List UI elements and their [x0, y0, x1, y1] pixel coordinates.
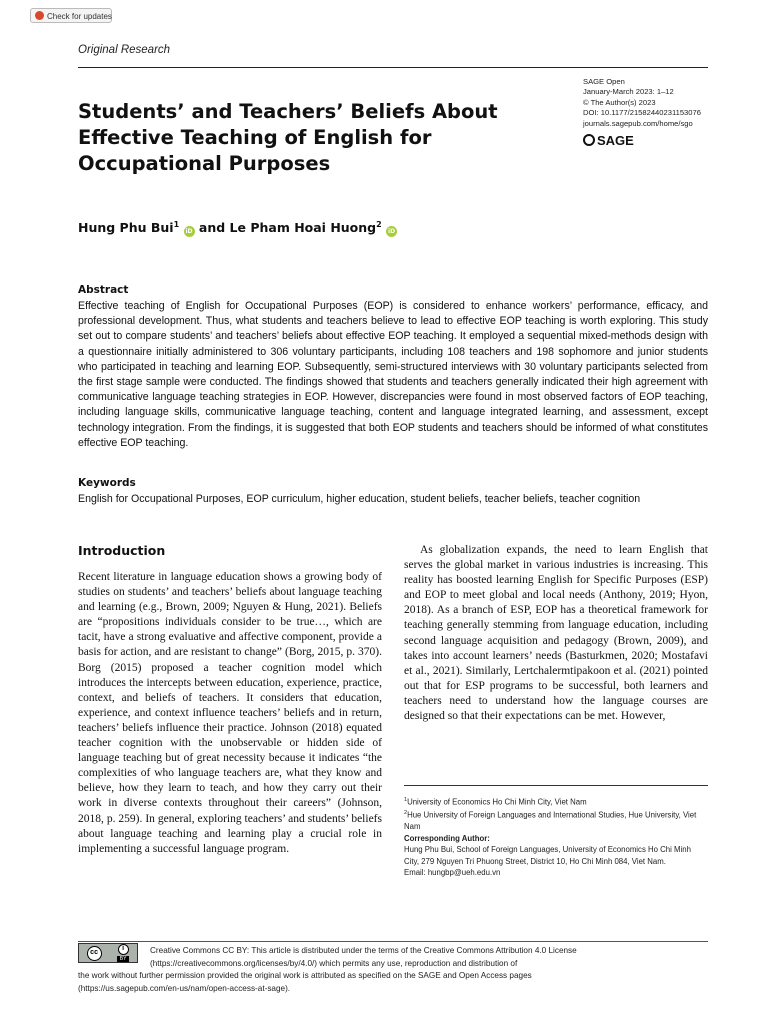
license-text: [78, 945, 708, 995]
footnote-divider: [404, 785, 708, 786]
body-column-right: [404, 543, 708, 724]
body-column-left: [78, 570, 382, 857]
abstract-heading: Abstract: [78, 284, 129, 296]
sage-logo-text: SAGE: [597, 133, 634, 148]
body-paragraph: As globalization expands, the need to learn English that serves the global market in various industries is increasing. This reality has boosted learning English for Specific Purposes (ESP) and EOP to meet global and local needs (Anthony, 2019; Hyon, 2018). As a branch of ESP, EOP has a theoretical framework for teaching generally stemming from language education, including second language acquisition and pedagogy (Brown, 2009), and takes into account learners’ needs (Basturkmen, 2020; Mostafavi et al., 2021). Similarly, Lertchalermtipakoon et al. (2021) pointed out that for ESP programs to be successful, both learners and teachers need to understand how the language courses are designed so that their expectations can be met. However,: [404, 544, 708, 723]
by-label: BY: [117, 956, 130, 962]
author-connector: and: [194, 220, 230, 236]
license-line: the work without further permission provided the original work is attributed as specified on the SAGE and Open Access pages: [78, 971, 532, 980]
keywords-text: English for Occupational Purposes, EOP curriculum, higher education, student beliefs, teacher beliefs, teacher cognition: [78, 493, 641, 505]
title-line: Students’ and Teachers’ Beliefs About: [78, 100, 498, 123]
orcid-icon[interactable]: iD: [388, 228, 396, 236]
corresponding-author-address: Hung Phu Bui, School of Foreign Languages, University of Economics Ho Chi Minh City, 279 Nguyen Tri Phuong Street, District 10, Ho Chi Minh 084, Viet Nam.: [404, 845, 691, 866]
crossmark-icon: [35, 11, 44, 20]
affiliation-marker: 1: [173, 220, 180, 229]
check-for-updates-label: Check for updates: [47, 12, 112, 21]
author-name[interactable]: Le Pham Hoai Huong: [229, 220, 377, 236]
corresponding-author-email[interactable]: Email: hungbp@ueh.edu.vn: [404, 868, 501, 878]
sage-logo-icon: [583, 134, 595, 146]
affiliation-2: $^2$Hue University of Foreign Languages and International Studies, Hue University, Viet Nam: [404, 810, 697, 832]
license-line: Creative Commons CC BY: This article is distributed under the terms of the Creative Commons Attribution 4.0 License: [150, 946, 577, 955]
check-for-updates-button[interactable]: [30, 8, 112, 23]
orcid-icon[interactable]: iD: [185, 228, 193, 236]
article-title: [78, 99, 518, 177]
author-name[interactable]: Hung Phu Bui: [78, 220, 174, 236]
license-link[interactable]: (https://us.sagepub.com/en-us/nam/open-access-at-sage).: [78, 983, 291, 993]
license-link[interactable]: (https://creativecommons.org/licenses/by/4.0/) which permits any use, reproduction and distribution of: [150, 958, 518, 968]
author-list: [78, 220, 397, 237]
title-line: Occupational Purposes: [78, 152, 331, 175]
keywords-heading: Keywords: [78, 477, 136, 489]
corresponding-author-heading: Corresponding Author:: [404, 833, 490, 843]
doi-link[interactable]: DOI: 10.1177/21582440231153076: [583, 108, 701, 118]
copyright: © The Author(s) 2023: [583, 97, 656, 107]
person-icon: i: [118, 944, 129, 955]
journal-issue: January-March 2023: 1–12: [583, 87, 674, 97]
affiliation-1: $^1$University of Economics Ho Chi Minh City, Viet Nam: [404, 797, 587, 807]
license-divider: [78, 941, 708, 942]
creative-commons-icon: cc: [87, 946, 102, 961]
section-label: Original Research: [78, 44, 171, 56]
journal-name: SAGE Open: [583, 77, 625, 86]
affiliation-marker: 2: [376, 220, 382, 229]
body-paragraph: Recent literature in language education shows a growing body of studies on students’ and teachers’ beliefs about language teaching and learning (e.g., Brown, 2009; Nguyen & Hung, 2021). Beliefs are “propositions individuals consider to be true…, which are tacit, have a strong evaluative and affective component, provide a basis for action, and are resistant to change” (Borg, 2015, p. 370). Borg (2015) proposed a teacher cognition model which introduces the intercepts between education, experience, practice, context, and beliefs of teachers. It considers that education, experience, and context influence teachers’ beliefs and in return, teachers’ beliefs influence their practice. Johnson (2018) equated teacher cognition with the unobservable or hidden side of language teaching but of great necessity because it indicates “the complexities of who language teachers are, what they know and believe, how they learn to teach, and how they carry out their work in diverse contexts throughout their careers” (Johnson, 2018, p. 259). In general, exploring teachers’ and students’ beliefs about language teaching and learning play a crucial role in implementing a successful language program.: [78, 571, 382, 855]
abstract-text: Effective teaching of English for Occupational Purposes (EOP) is considered to enhance workers’ performance, efficacy, and professional development. Thus, what students and teachers believe to lead to effective EOP teaching is worth exploring. This study set out to compare students’ and teachers’ beliefs about effective EOP teaching. It employed a sequential mixed-methods design with a questionnaire initially administered to 306 voluntary participants, including 108 teachers and 198 sophomore and junior students who participated in teaching and learning EOP. Subsequently, semi-structured interviews with 30 voluntary participants selected from the first stage sample were conducted. The findings showed that students and teachers generally indicated their high agreement with communicative language teaching strategies in EOP. However, discrepancies were found in most observed factors of EOP teaching, including language skills, communicative language teaching, content and language integrated learning, and assessment, except technology integration. From the findings, it is suggested that both EOP students and teachers should be informed of what constitutes effective EOP teaching.: [78, 300, 708, 449]
title-line: Effective Teaching of English for: [78, 126, 432, 149]
introduction-heading: Introduction: [78, 543, 166, 558]
footnotes: [404, 795, 708, 879]
sage-logo: [583, 133, 634, 148]
journal-meta: [583, 77, 701, 129]
header-divider: [78, 67, 708, 68]
journal-url-link[interactable]: journals.sagepub.com/home/sgo: [583, 118, 693, 128]
